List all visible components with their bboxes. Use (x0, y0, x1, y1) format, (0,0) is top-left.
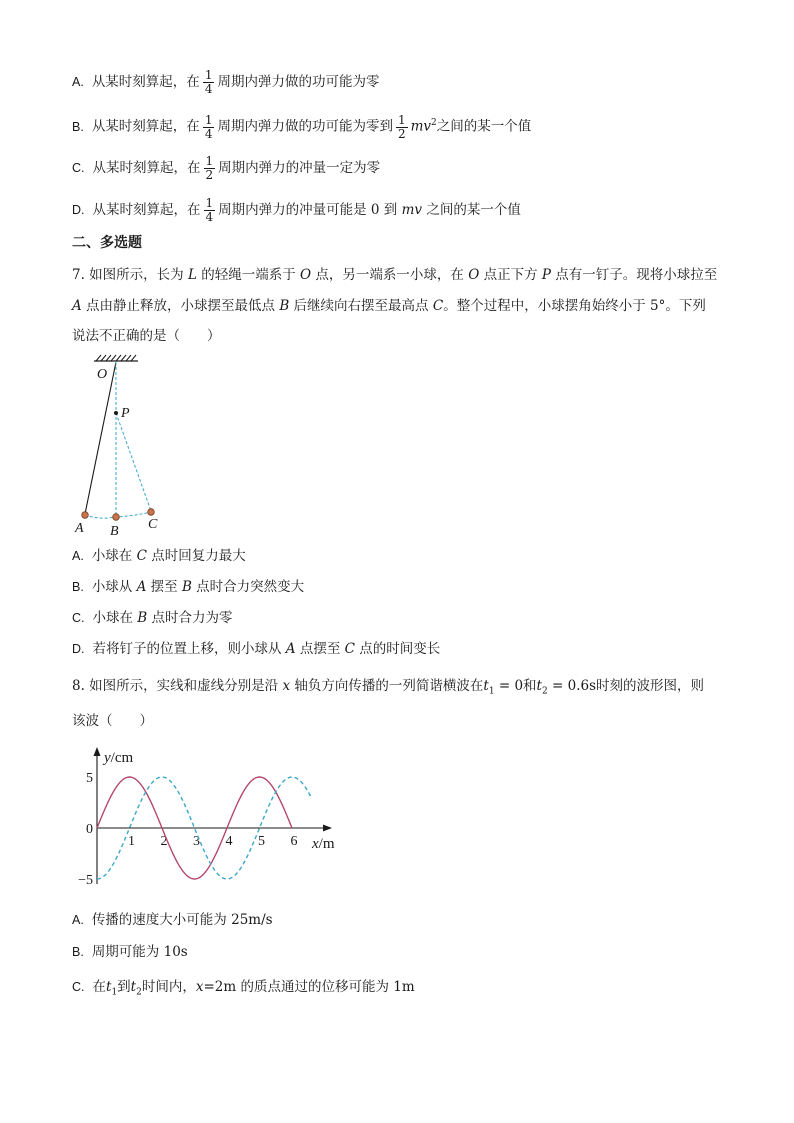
x-tick-label: 4 (225, 834, 233, 849)
pendulum-figure (70, 352, 170, 542)
y-axis-arrow (94, 747, 101, 756)
q6-option-d: D. 从某时刻算起，在 $\frac{1}{4}$ 周期内弹力的冲量可能是 0 到 mv 之间的某一个值 (72, 196, 521, 224)
fraction: $\frac{1}{2}$ (397, 112, 406, 141)
option-letter: C. (72, 161, 85, 175)
x-axis-arrow (323, 825, 332, 832)
x-tick-label: 3 (193, 834, 200, 849)
q8-option-c: C. 在$t_1$到$t_2$时间内，x=2m 的质点通过的位移可能为 1m (72, 979, 415, 998)
fraction: $\frac{1}{2}$ (205, 154, 214, 182)
x-tick-label: 1 (128, 834, 135, 849)
q7-stem-line1: 7. 如图所示，长为 L 的轻绳一端系于 O 点，另一端系一小球，在 O 点正下方 P 点有一钉子。现将小球拉至 (72, 267, 718, 283)
y-tick-label: −5 (78, 873, 93, 888)
nail-p (114, 411, 118, 415)
q7-option-d: D. 若将钉子的位置上移，则小球从 A 点摆至 C 点的时间变长 (72, 641, 441, 657)
q8-stem-line2: 该波（ ） (72, 713, 153, 729)
option-letter: B. (72, 119, 84, 134)
x-axis-label: x/m (312, 836, 335, 852)
wave-chart (76, 744, 356, 894)
ceiling-hatch (96, 355, 136, 361)
y-tick-label: 5 (86, 771, 93, 786)
q8-stem-line1: 8. 如图所示，实线和虚线分别是沿 x 轴负方向传播的一列简谐横波在$t_1 = 0$和$t_2 = 0.6s$时刻的波形图，则 (72, 678, 705, 697)
q7-stem-line3: 说法不正确的是（ ） (72, 328, 221, 344)
q8-option-a: A. 传播的速度大小可能为 25m/s (72, 912, 273, 928)
y-tick-label: 0 (86, 822, 93, 837)
label-o: O (97, 367, 108, 382)
tick-labels (78, 771, 297, 888)
x-tick-label: 2 (160, 834, 168, 849)
q6-option-a: A. 从某时刻算起，在 $\frac{1}{4}$ 周期内弹力做的功可能为零 (72, 68, 380, 96)
label-a: A (75, 521, 84, 536)
y-axis-label: y/cm (104, 750, 134, 766)
ball-c (148, 509, 155, 516)
label-c: C (148, 517, 158, 532)
dashed-string-p-to-c (116, 413, 151, 511)
x-tick-label: 5 (258, 834, 265, 849)
option-letter: A. (72, 75, 84, 89)
q6-option-b: B. 从某时刻算起，在 $\frac{1}{4}$ 周期内弹力做的功可能为零到 $\frac{1}{2}$ $mv^2$之间的某一个值 (72, 112, 532, 141)
q7-option-c: C. 小球在 B 点时合力为零 (72, 610, 233, 626)
fraction: $\frac{1}{4}$ (204, 112, 213, 141)
fraction: $\frac{1}{4}$ (205, 196, 214, 224)
fraction: $\frac{1}{4}$ (204, 68, 213, 96)
ball-a (82, 512, 89, 519)
section-title: 二、多选题 (72, 235, 142, 251)
q6-option-c: C. 从某时刻算起，在 $\frac{1}{2}$ 周期内弹力的冲量一定为零 (72, 154, 381, 182)
q7-option-a: A. 小球在 C 点时回复力最大 (72, 548, 246, 564)
q7-stem-line2: A 点由静止释放，小球摆至最低点 B 后继续向右摆至最高点 C。整个过程中，小球摆角始终小于 5°。下列 (72, 298, 706, 314)
q7-option-b: B. 小球从 A 摆至 B 点时合力突然变大 (72, 579, 305, 595)
label-p: P (121, 406, 130, 421)
x-tick-label: 6 (290, 834, 298, 849)
string-to-a (85, 362, 116, 514)
ball-b (113, 514, 120, 521)
q8-option-b: B. 周期可能为 10s (72, 944, 188, 960)
label-b: B (110, 524, 119, 539)
option-letter: D. (72, 203, 85, 217)
